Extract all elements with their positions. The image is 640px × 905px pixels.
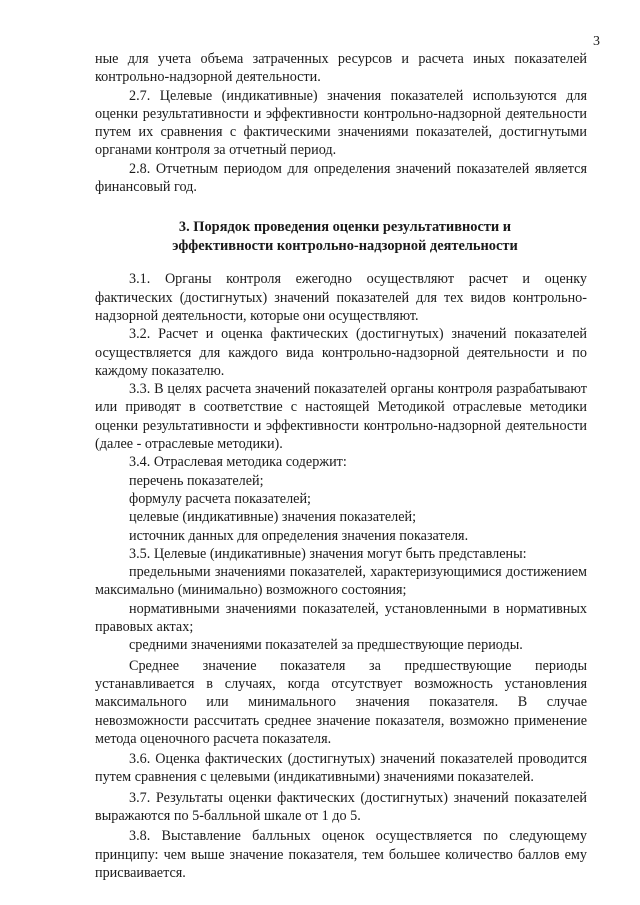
list-item-normative-values: нормативными значениями показателей, установленными в нормативных правовых актах; bbox=[95, 600, 587, 636]
list-item-formula: формулу расчета показателей; bbox=[129, 490, 311, 507]
paragraph-continuation: ные для учета объема затраченных ресурсов и расчета иных показателей контрольно-надзорной деятельности. bbox=[95, 51, 587, 86]
page-number: 3 bbox=[593, 34, 600, 49]
paragraph-average-value: Среднее значение показателя за предшествующие периоды устанавливается в случаях, когда отсутствует возможность установления максимального или минимального значения показателя. В случае невозможности рассчитать среднее значение показателя, возможно применение метода оценочного расчета показателя. bbox=[95, 657, 587, 747]
paragraph-3-6: 3.6. Оценка фактических (достигнутых) значений показателей проводится путем сравнения с целевыми (индикативными) значениями показателей. bbox=[95, 751, 587, 786]
paragraph-2-7: 2.7. Целевые (индикативные) значения показателей используются для оценки результативности и эффективности контрольно-надзорной деятельности путем их сравнения с фактическими значениями показателей, достигнутыми органами контроля за отчетный период. bbox=[95, 87, 587, 159]
list-item-data-source: источник данных для определения значения показателя. bbox=[129, 527, 469, 544]
document-body bbox=[95, 50, 587, 882]
heading-line-1: 3. Порядок проведения оценки результативности и bbox=[178, 219, 512, 236]
heading-line-2: эффективности контрольно-надзорной деятельности bbox=[172, 238, 518, 255]
section-3-heading bbox=[95, 218, 587, 256]
paragraph-3-4: 3.4. Отраслевая методика содержит: bbox=[129, 454, 347, 471]
paragraph-3-8: 3.8. Выставление балльных оценок осуществляется по следующему принципу: чем выше значение показателя, тем большее количество баллов ему присваивается. bbox=[95, 828, 587, 881]
paragraph-3-1: 3.1. Органы контроля ежегодно осуществляют расчет и оценку фактических (достигнутых) значений показателей для тех видов контрольно-надзорной деятельности, которые они осуществляют. bbox=[95, 271, 587, 324]
paragraph-3-2: 3.2. Расчет и оценка фактических (достигнутых) значений показателей осуществляется для каждого вида контрольно-надзорной деятельности и по каждому показателю. bbox=[95, 326, 587, 379]
paragraph-3-5: 3.5. Целевые (индикативные) значения могут быть представлены: bbox=[129, 545, 527, 562]
list-item-target-values: целевые (индикативные) значения показателей; bbox=[129, 509, 417, 526]
paragraph-3-7: 3.7. Результаты оценки фактических (достигнутых) значений показателей выражаются по 5-балльной шкале от 1 до 5. bbox=[95, 789, 587, 824]
list-item-indicators: перечень показателей; bbox=[129, 472, 264, 489]
list-item-average-values: средними значениями показателей за предшествующие периоды. bbox=[129, 637, 523, 654]
paragraph-3-3: 3.3. В целях расчета значений показателей органы контроля разрабатывают или приводят в соответствие с настоящей Методикой отраслевые методики оценки результативности и эффективности контрольно-надзорной деятельности (далее - отраслевые методики). bbox=[95, 381, 587, 453]
list-item-limit-values: предельными значениями показателей, характеризующимися достижением максимально (минимально) возможного состояния; bbox=[95, 564, 587, 599]
paragraph-2-8: 2.8. Отчетным периодом для определения значений показателей является финансовый год. bbox=[95, 160, 587, 196]
